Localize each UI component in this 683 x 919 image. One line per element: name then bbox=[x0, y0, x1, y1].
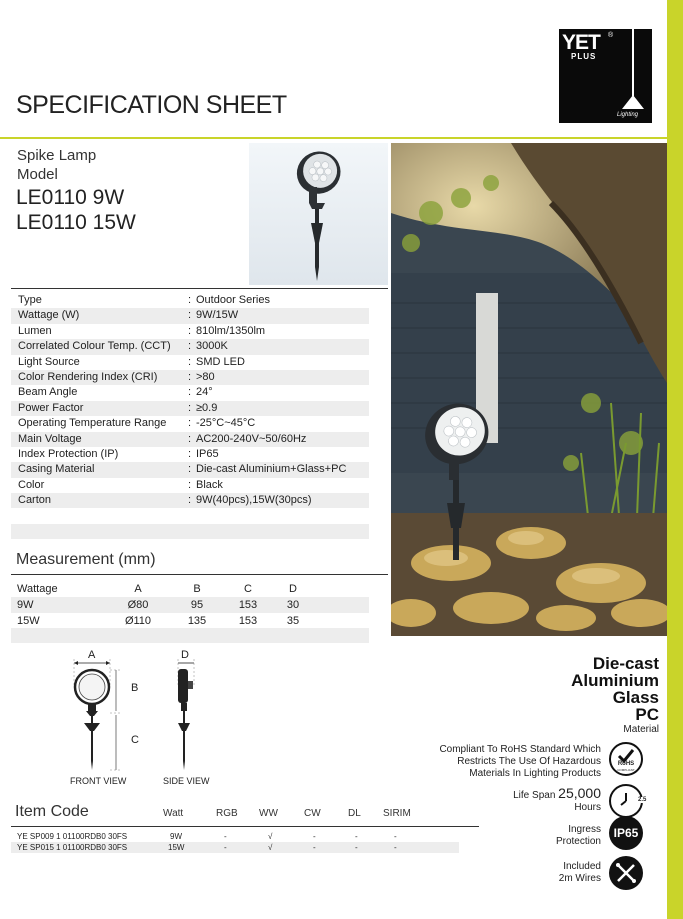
measurement-cell: 9W bbox=[17, 599, 34, 611]
measurement-table bbox=[11, 581, 369, 629]
measurement-title: Measurement (mm) bbox=[16, 551, 156, 568]
item-ww: √ bbox=[268, 832, 273, 841]
table-row bbox=[11, 493, 369, 508]
spec-colon: : bbox=[187, 432, 192, 445]
measurement-cell: Ø110 bbox=[124, 615, 152, 627]
item-watt: 9W bbox=[170, 832, 182, 841]
item-watt: 15W bbox=[168, 843, 185, 852]
rohs-text-line: Compliant To RoHS Standard Which bbox=[439, 744, 601, 755]
brand-logo bbox=[559, 29, 652, 123]
measurement-cell: D bbox=[289, 583, 297, 595]
life-span-label: Life Span bbox=[513, 790, 556, 801]
rohs-text-line: Materials In Lighting Products bbox=[469, 768, 601, 779]
spec-value: 9W(40pcs),15W(30pcs) bbox=[196, 494, 312, 507]
measurement-cell: 135 bbox=[187, 615, 207, 627]
spec-label: Casing Material bbox=[18, 463, 95, 476]
rohs-badge-subtext: COMPLIANT bbox=[617, 768, 635, 772]
item-dl: - bbox=[355, 843, 358, 852]
measurement-divider bbox=[11, 574, 388, 575]
rohs-text-line: Restricts The Use Of Hazardous bbox=[457, 756, 601, 767]
item-cw: - bbox=[313, 832, 316, 841]
spec-label: Light Source bbox=[18, 355, 80, 368]
logo-tagline: Lighting bbox=[617, 112, 639, 118]
spec-value: SMD LED bbox=[196, 355, 245, 368]
spec-label: Type bbox=[18, 294, 42, 306]
spec-colon: : bbox=[187, 463, 192, 476]
table-row bbox=[11, 308, 369, 323]
logo-registered-mark: ® bbox=[608, 32, 614, 39]
spec-value: >80 bbox=[196, 370, 215, 383]
table-row bbox=[11, 324, 369, 339]
spec-label: Power Factor bbox=[18, 401, 84, 414]
page-title: SPECIFICATION SHEET bbox=[16, 91, 287, 119]
product-photo bbox=[249, 143, 388, 285]
spec-label: Carton bbox=[18, 494, 52, 507]
measurement-cell: 95 bbox=[190, 599, 204, 611]
ingress-text-line: Protection bbox=[555, 836, 601, 847]
table-row bbox=[11, 385, 369, 400]
item-code: YE SP015 1 01100RDB0 30FS bbox=[17, 843, 128, 852]
dimension-a-label: A bbox=[88, 649, 96, 661]
model-label: Model bbox=[17, 166, 58, 183]
wires-text bbox=[559, 861, 601, 885]
spec-colon: : bbox=[187, 370, 192, 383]
item-header-rgb: RGB bbox=[216, 808, 238, 819]
ingress-text bbox=[556, 824, 601, 848]
dimension-b-label: B bbox=[131, 682, 139, 694]
spec-table bbox=[11, 293, 369, 508]
item-code-title: Item Code bbox=[15, 803, 89, 820]
spec-label: Wattage (W) bbox=[18, 309, 80, 322]
spec-value: Outdoor Series bbox=[196, 294, 270, 306]
item-header-cw: CW bbox=[304, 808, 321, 819]
measurement-cell: 30 bbox=[286, 599, 300, 611]
spec-label: Lumen bbox=[18, 324, 52, 337]
rohs-badge-text: RoHS bbox=[617, 761, 635, 767]
dimension-drawing bbox=[60, 645, 220, 775]
material-line: Glass bbox=[612, 688, 659, 707]
spec-value: IP65 bbox=[196, 447, 219, 460]
material-line: Aluminium bbox=[571, 671, 659, 690]
rohs-text bbox=[439, 744, 601, 780]
spec-colon: : bbox=[187, 401, 192, 414]
dimension-c-label: C bbox=[131, 734, 139, 746]
life-span-text bbox=[513, 787, 601, 814]
item-cw: - bbox=[313, 843, 316, 852]
item-code-divider bbox=[11, 826, 479, 827]
item-code: YE SP009 1 01100RDB0 30FS bbox=[17, 832, 128, 841]
table-row bbox=[11, 293, 369, 308]
table-row bbox=[11, 370, 369, 385]
spec-value: AC200-240V~50/60Hz bbox=[196, 432, 307, 445]
spec-label: Color Rendering Index (CRI) bbox=[18, 370, 158, 383]
installation-photo bbox=[391, 143, 667, 636]
spec-label: Correlated Colour Temp. (CCT) bbox=[18, 340, 171, 353]
title-divider bbox=[0, 137, 667, 139]
spec-colon: : bbox=[187, 355, 192, 368]
table-row bbox=[11, 478, 369, 493]
spec-value: 24° bbox=[196, 386, 213, 399]
spec-label: Index Protection (IP) bbox=[18, 447, 119, 460]
spec-colon: : bbox=[187, 309, 192, 322]
measurement-cell: Ø80 bbox=[127, 599, 149, 611]
logo-sub: PLUS bbox=[571, 52, 597, 61]
measurement-cell: A bbox=[134, 583, 142, 595]
table-row bbox=[11, 831, 459, 842]
table-row bbox=[11, 581, 369, 597]
table-row bbox=[11, 842, 459, 853]
item-header-ww: WW bbox=[259, 808, 278, 819]
logo-lamp-cord bbox=[632, 29, 634, 96]
life-span-value: 25,000 bbox=[558, 785, 601, 801]
dimension-d-label: D bbox=[181, 649, 189, 661]
spec-colon: : bbox=[187, 447, 192, 460]
spec-colon: : bbox=[187, 478, 192, 491]
table-row bbox=[11, 432, 369, 447]
spec-colon: : bbox=[187, 417, 192, 430]
item-ww: √ bbox=[268, 843, 273, 852]
spec-label: Operating Temperature Range bbox=[18, 417, 167, 430]
front-view-label: FRONT VIEW bbox=[70, 776, 127, 786]
item-header-sirim: SIRIM bbox=[383, 808, 411, 819]
spec-label: Beam Angle bbox=[18, 386, 78, 399]
spec-colon: : bbox=[187, 324, 192, 337]
model-number: LE0110 9W bbox=[16, 186, 125, 209]
measurement-blank-row bbox=[11, 628, 369, 643]
spec-blank-row bbox=[11, 524, 369, 539]
spec-value: 810lm/1350lm bbox=[196, 324, 266, 337]
ip65-icon: IP65 bbox=[609, 816, 643, 850]
spec-label: Color bbox=[18, 478, 45, 491]
item-header-watt: Watt bbox=[163, 808, 184, 819]
measurement-cell: Wattage bbox=[17, 583, 58, 595]
item-sirim: - bbox=[394, 832, 397, 841]
spec-value: ≥0.9 bbox=[196, 401, 218, 414]
measurement-cell: C bbox=[244, 583, 252, 595]
spec-colon: : bbox=[187, 340, 192, 353]
wires-text-line: 2m Wires bbox=[558, 873, 601, 884]
wire-icon bbox=[609, 856, 643, 890]
spec-divider bbox=[11, 288, 388, 289]
spec-colon: : bbox=[187, 294, 192, 306]
measurement-cell: B bbox=[193, 583, 201, 595]
table-row bbox=[11, 462, 369, 477]
spec-value: Black bbox=[196, 478, 223, 491]
accent-side-bar bbox=[667, 0, 683, 919]
spec-value: 9W/15W bbox=[196, 309, 239, 322]
rohs-icon bbox=[609, 742, 643, 776]
material-label: Material bbox=[623, 724, 659, 735]
table-row bbox=[11, 613, 369, 629]
table-row bbox=[11, 339, 369, 354]
table-row bbox=[11, 447, 369, 462]
spec-value: -25°C~45°C bbox=[196, 417, 256, 430]
spec-label: Main Voltage bbox=[18, 432, 82, 445]
material-line: PC bbox=[635, 705, 659, 724]
clock-icon bbox=[609, 784, 647, 818]
measurement-cell: 153 bbox=[238, 615, 258, 627]
table-row bbox=[11, 355, 369, 370]
spec-value: 3000K bbox=[196, 340, 228, 353]
spec-colon: : bbox=[187, 386, 192, 399]
wires-text-line: Included bbox=[563, 861, 601, 872]
item-rgb: - bbox=[224, 843, 227, 852]
ingress-text-line: Ingress bbox=[568, 824, 601, 835]
item-sirim: - bbox=[394, 843, 397, 852]
logo-lamp-shade bbox=[622, 95, 644, 109]
table-row bbox=[11, 401, 369, 416]
measurement-cell: 15W bbox=[17, 615, 40, 627]
table-row bbox=[11, 416, 369, 431]
side-view-label: SIDE VIEW bbox=[163, 776, 210, 786]
life-span-icon-text: 2.5 bbox=[638, 797, 647, 803]
measurement-cell: 153 bbox=[238, 599, 258, 611]
spec-value: Die-cast Aluminium+Glass+PC bbox=[196, 463, 347, 476]
spec-colon: : bbox=[187, 494, 192, 507]
item-rgb: - bbox=[224, 832, 227, 841]
logo-text: YET bbox=[562, 31, 600, 54]
product-name: Spike Lamp bbox=[17, 147, 97, 164]
life-span-unit: Hours bbox=[574, 802, 601, 813]
table-row bbox=[11, 597, 369, 613]
measurement-cell: 35 bbox=[286, 615, 300, 627]
model-number: LE0110 15W bbox=[16, 211, 136, 234]
item-header-dl: DL bbox=[348, 808, 361, 819]
item-dl: - bbox=[355, 832, 358, 841]
material-line: Die-cast bbox=[592, 654, 659, 673]
